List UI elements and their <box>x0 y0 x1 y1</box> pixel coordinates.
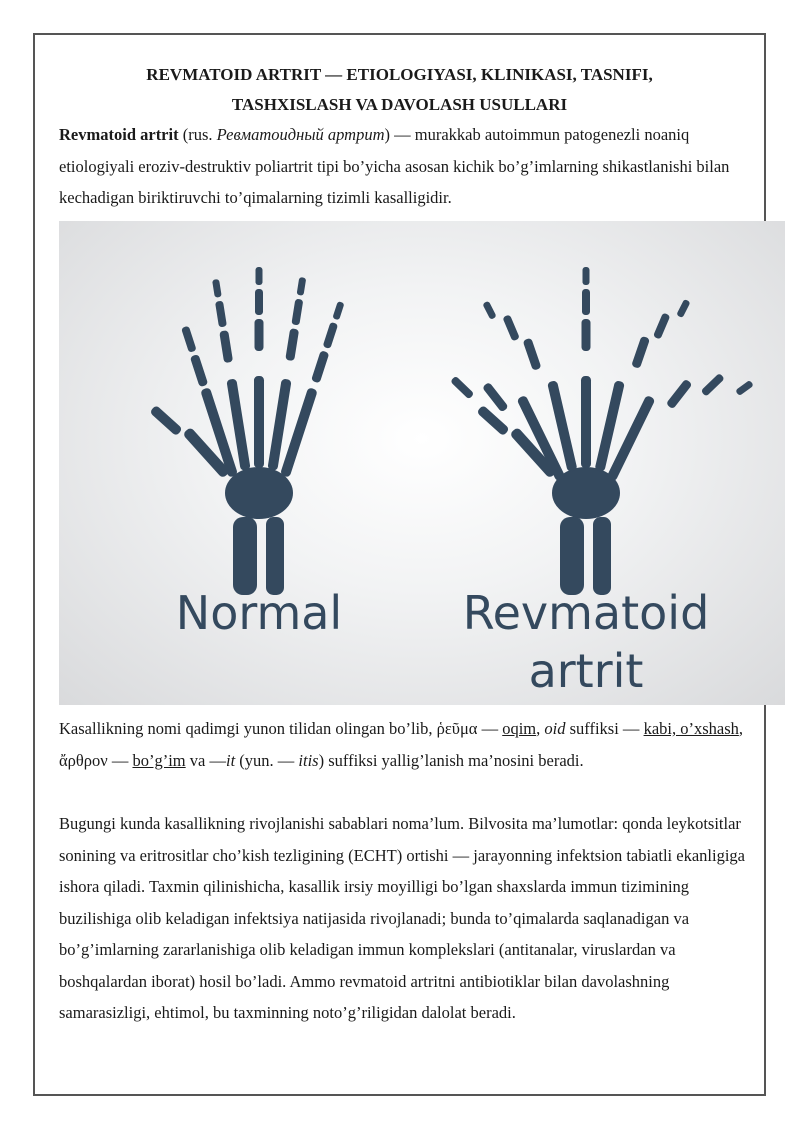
etym-text-6: (yun. — <box>235 750 299 770</box>
phalanx <box>219 330 233 363</box>
label-normal: Normal <box>175 586 343 640</box>
phalanx <box>583 267 590 285</box>
phalanx <box>701 373 725 397</box>
phalanx <box>332 301 344 320</box>
phalanx <box>311 350 329 383</box>
phalanx <box>450 376 474 400</box>
etym-itis: itis <box>298 750 319 770</box>
phalanx <box>666 379 693 410</box>
intro-rus-prefix: (rus. <box>178 125 217 144</box>
phalanx <box>582 289 590 315</box>
phalanx <box>181 326 197 353</box>
intro-definition: ) — murakkab autoimmun patogenezli noaniq etiologiyali eroziv-destruktiv poliartrit tipi bo’yicha asosan kichik bo’g’imlarning shikastlanishi bilan kechadigan biriktiruvchi to’qimalarning tizimli kasalligidir. <box>59 125 730 207</box>
document-title <box>35 60 764 120</box>
phalanx <box>523 338 542 371</box>
radius-bone <box>233 517 257 595</box>
etym-text-5: va — <box>185 750 226 770</box>
phalanx <box>291 299 303 326</box>
etym-kabi: kabi, o’xshash <box>643 719 739 738</box>
title-line-2: TASHXISLASH VA DAVOLASH USULLARI <box>231 95 568 114</box>
phalanx <box>256 267 263 285</box>
causes-paragraph: Bugungi kunda kasallikning rivojlanishi sabablari noma’lum. Bilvosita ma’lumotlar: qonda leykotsitlar sonining va eritrositlar cho’kish tezligining (ECHT) ortishi — jarayonning infektsion tabiatli ekanligiga ishora qiladi. Taxmin qilinishicha, kasallik irsiy moyilligi bo’lgan shaxslarda immun tizimining buzilishiga olib keladigan infektsiya natijasida rivojlanadi; bunda to’qimalarda saqlanadigan va bo’g’imlarning zararlanishiga olib keladigan immun komplekslari (antitanalar, viruslardan va boshqalardan iborat) hosil bo’ladi. Ammo revmatoid artritni antibiotiklar bilan davolashning samarasizligi, ehtimol, bu taxminning noto’g’riligidan dalolat beradi. <box>59 814 745 1022</box>
etym-text-7: ) suffiksi yallig’lanish ma’nosini beradi. <box>318 750 584 770</box>
label-revmatoid: Revmatoid <box>462 586 710 640</box>
label-artrit: artrit <box>528 644 644 698</box>
phalanx <box>297 277 307 296</box>
etymology-paragraph <box>59 713 749 776</box>
intro-term: Revmatoid artrit <box>59 125 179 144</box>
phalanx <box>653 313 671 340</box>
ulna-bone <box>266 517 284 595</box>
phalanx <box>255 319 264 351</box>
phalanx <box>676 299 690 318</box>
etym-bogim: bo’g’im <box>132 750 186 770</box>
phalanx <box>190 354 208 387</box>
hands-svg <box>59 221 785 705</box>
hands-illustration <box>59 221 785 705</box>
title-line-1: REVMATOID ARTRIT — ETIOLOGIYASI, KLINIKASI, TASNIFI, <box>146 65 653 84</box>
etym-text-2: , <box>536 719 545 738</box>
thumb-bone <box>149 405 182 437</box>
etym-text-3: suffiksi — <box>565 719 644 738</box>
intro-paragraph <box>59 119 749 214</box>
phalanx <box>215 301 227 328</box>
etym-it: it <box>225 750 236 770</box>
metacarpal <box>581 376 591 468</box>
phalanx <box>482 301 496 320</box>
page-frame <box>33 33 766 1096</box>
ulna-bone <box>593 517 611 595</box>
etym-text-4: , ἄρθρον — <box>59 719 744 770</box>
etym-text-1: Kasallikning nomi qadimgi yunon tilidan olingan bo’lib, ῥεῦμα — <box>59 719 503 738</box>
phalanx <box>631 336 650 369</box>
phalanx <box>285 328 299 361</box>
phalanx <box>255 289 263 315</box>
metacarpal <box>254 376 264 468</box>
phalanx <box>735 380 754 396</box>
phalanx <box>582 319 591 351</box>
radius-bone <box>560 517 584 595</box>
etym-oid: oid <box>544 719 566 738</box>
phalanx <box>212 279 222 298</box>
phalanx <box>502 314 520 341</box>
etym-oqim: oqim <box>502 719 537 738</box>
phalanx <box>323 322 339 349</box>
intro-rus-term: Ревматоидный артрит <box>216 125 385 144</box>
